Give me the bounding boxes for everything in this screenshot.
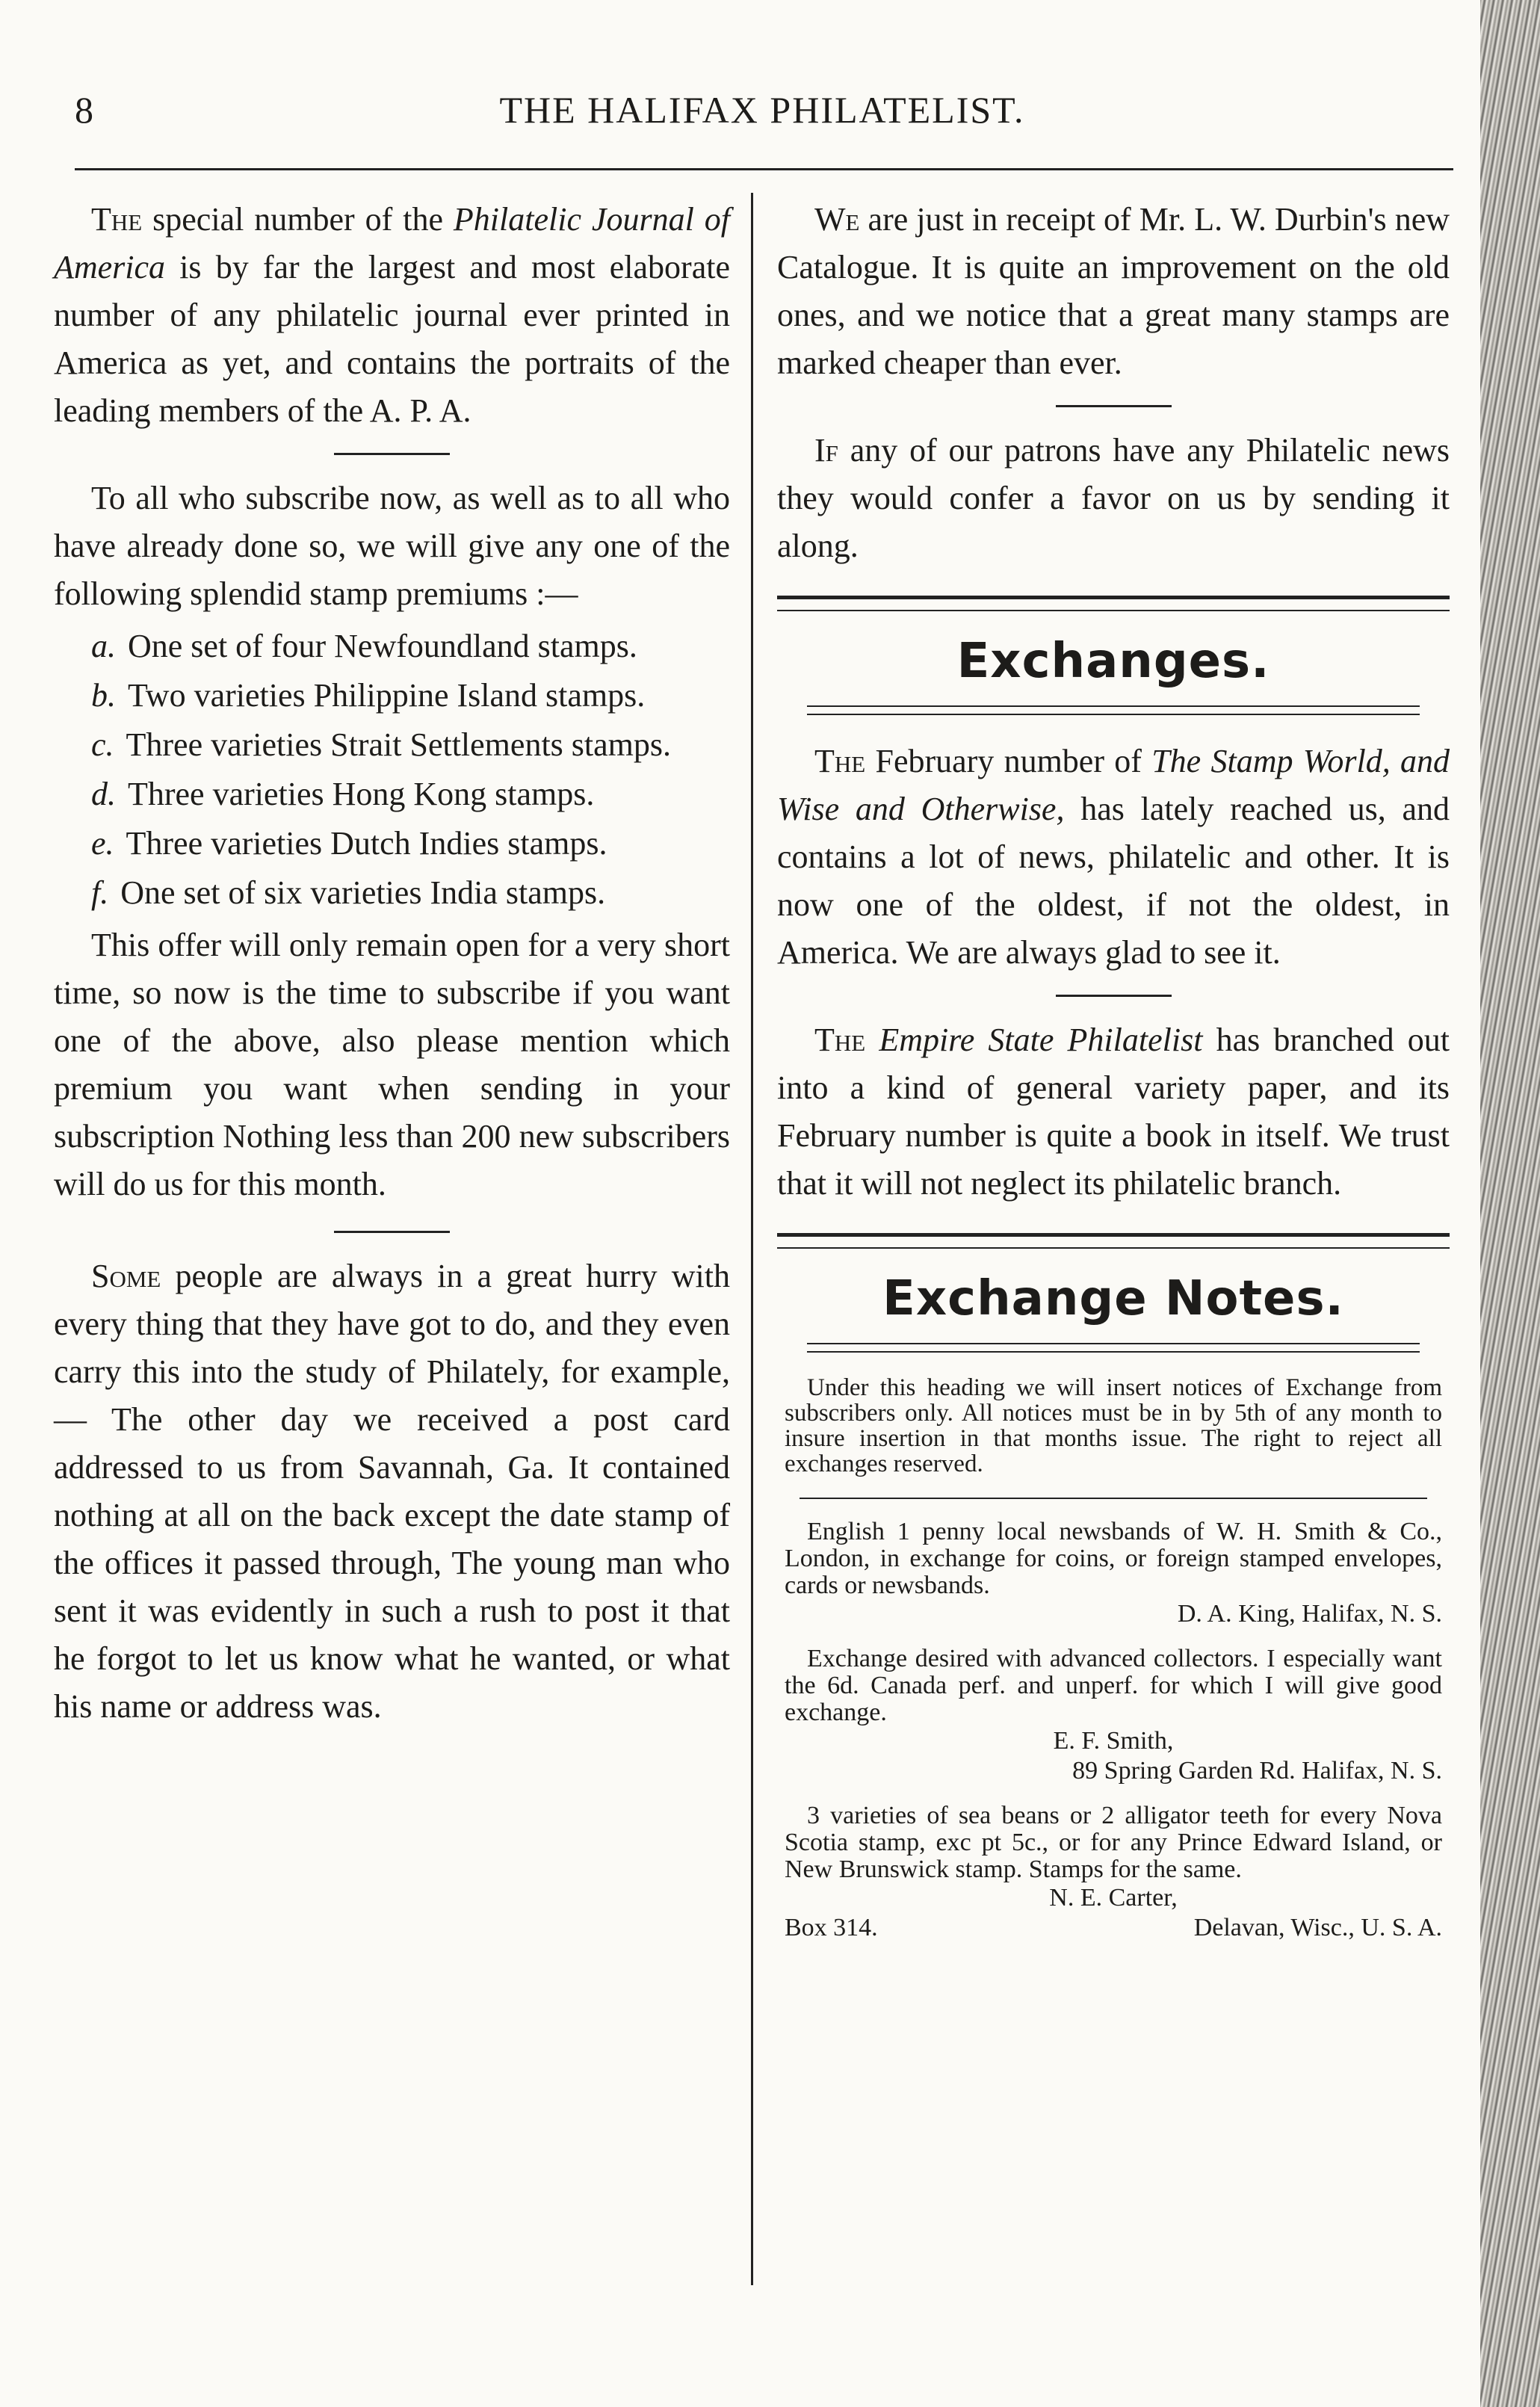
premium-item — [54, 721, 730, 769]
text-run: has branched out into a kind of general variety paper, and its February number is quite a book in itself. We trust that it will not neglect its philatelic branch. — [777, 1022, 1450, 1202]
text-run: February number of — [865, 743, 1152, 779]
text-run: are just in receipt of Mr. L. W. Durbin's new Catalogue. It is quite an improvement on the old ones, and we notice that a great many stamps are marked cheaper than ever. — [777, 201, 1450, 381]
premium-text: Two varieties Philippine Island stamps. — [128, 677, 646, 714]
ad-signature: E. F. Smith, — [1053, 1727, 1174, 1755]
paragraph-news-request — [777, 427, 1450, 570]
separator-rule — [1056, 995, 1172, 997]
exchanges-heading: Exchanges. — [956, 634, 1270, 689]
text-run: has lately reached us, and contains a lot of news, philatelic and other. It is now one of the oldest, if not the oldest, in America. We are always glad to see it. — [777, 791, 1450, 971]
journal-title: THE HALIFAX PHILATELIST. — [499, 89, 1025, 131]
premium-item — [54, 622, 730, 670]
lead-word: Some — [91, 1258, 161, 1294]
section-rule — [807, 1343, 1420, 1353]
text-run: any of our patrons have any Philatelic news they would confer a favor on us by sending it along. — [777, 432, 1450, 564]
lead-word: If — [814, 432, 838, 469]
exchange-ad: 3 varieties of sea beans or 2 alligator teeth for every Nova Scotia stamp, exc pt 5c., or for any Prince Edward Island, or New Brunswick stamp. Stamps for the same. — [785, 1802, 1442, 1883]
column-divider — [751, 193, 753, 2285]
page-number: 8 — [75, 89, 93, 131]
lead-word: The — [814, 743, 866, 779]
journal-name: Philatelic Journal of America — [54, 201, 730, 285]
lead-word: The — [91, 201, 143, 238]
paragraph-catalogue — [777, 196, 1450, 387]
ad-footer — [777, 1913, 1450, 1943]
text-run: is by far the largest and most elaborate number of any philatelic journal ever printed in America as yet, and contains the portraits of the leading members of the A. P. A. — [54, 249, 730, 429]
paragraph-stamp-world — [777, 738, 1450, 977]
paragraph-journal-notice — [54, 196, 730, 435]
paragraph-offer-deadline: This offer will only remain open for a very short time, so now is the time to subscribe if you want one of the above, also please mention which premium you want when sending in your subscription Nothing less than 200 new subscribers will do us for this month. — [54, 927, 730, 1202]
ad-address: Delavan, Wisc., U. S. A. — [1193, 1914, 1442, 1941]
paragraph-post-card — [54, 1252, 730, 1731]
paragraph-premium-offer: To all who subscribe now, as well as to all who have already done so, we will give any one of the following splendid stamp premiums :— — [54, 480, 730, 612]
premium-letter: e. — [91, 825, 114, 862]
ad-address: 89 Spring Garden Rd. Halifax, N. S. — [1072, 1757, 1442, 1785]
right-column — [777, 196, 1450, 1943]
paragraph-empire-state — [777, 1016, 1450, 1208]
exchange-ad: Exchange desired with advanced collectors. I especially want the 6d. Canada perf. and unperf. for which I will give good exchange. — [785, 1645, 1442, 1726]
journal-name: The Stamp World, and Wise and Otherwise, — [777, 743, 1450, 827]
section-rule — [777, 596, 1450, 611]
section-rule — [807, 705, 1420, 715]
premium-item — [54, 770, 730, 818]
premium-text: Three varieties Hong Kong stamps. — [128, 776, 595, 812]
left-column — [54, 196, 730, 1731]
exchange-notice: Under this heading we will insert notices of Exchange from subscribers only. All notices must be in by 5th of any month to insure insertion in that months issue. The right to reject all exchanges reserved. — [785, 1374, 1442, 1477]
premium-letter: f. — [91, 874, 109, 911]
premium-list — [54, 622, 730, 917]
premium-text: One set of six varieties India stamps. — [120, 874, 606, 911]
section-rule — [777, 1233, 1450, 1249]
journal-name: Empire State Philatelist — [879, 1022, 1203, 1058]
separator-rule — [334, 1231, 450, 1233]
separator-rule — [334, 453, 450, 455]
lead-word: The — [814, 1022, 866, 1058]
text-run — [865, 1022, 879, 1058]
ad-signature: D. A. King, Halifax, N. S. — [1177, 1600, 1442, 1628]
premium-item — [54, 672, 730, 720]
premium-text: One set of four Newfoundland stamps. — [128, 628, 637, 664]
ad-box: Box 314. — [785, 1914, 878, 1941]
premium-item — [54, 869, 730, 917]
text-run: people are always in a great hurry with every thing that they have got to do, and they even carry this into the study of Philately, for example,— The other day we received a post card addressed to us from Savannah, Ga. It contained nothing at all on the back except the date stamp of the offices it passed through, The young man who sent it was evidently in such a rush to post it that he forgot to let us know what he wanted, or what his name or address was. — [54, 1258, 730, 1725]
header-rule — [75, 168, 1453, 170]
ad-signature: N. E. Carter, — [1049, 1884, 1178, 1912]
premium-letter: c. — [91, 726, 114, 763]
text-run: special number of the — [142, 201, 454, 238]
premium-letter: a. — [91, 628, 116, 664]
binding-edge — [1480, 0, 1540, 2407]
premium-letter: d. — [91, 776, 116, 812]
lead-word: We — [814, 201, 860, 238]
exchange-ad: English 1 penny local newsbands of W. H. Smith & Co., London, in exchange for coins, or foreign stamped envelopes, cards or newsbands. — [785, 1518, 1442, 1599]
separator-rule — [1056, 405, 1172, 407]
premium-item — [54, 820, 730, 868]
premium-letter: b. — [91, 677, 116, 714]
separator-rule — [800, 1498, 1427, 1499]
exchange-notes-heading: Exchange Notes. — [882, 1271, 1344, 1326]
running-head — [75, 88, 1450, 148]
premium-text: Three varieties Strait Settlements stamps. — [126, 726, 672, 763]
premium-text: Three varieties Dutch Indies stamps. — [126, 825, 607, 862]
